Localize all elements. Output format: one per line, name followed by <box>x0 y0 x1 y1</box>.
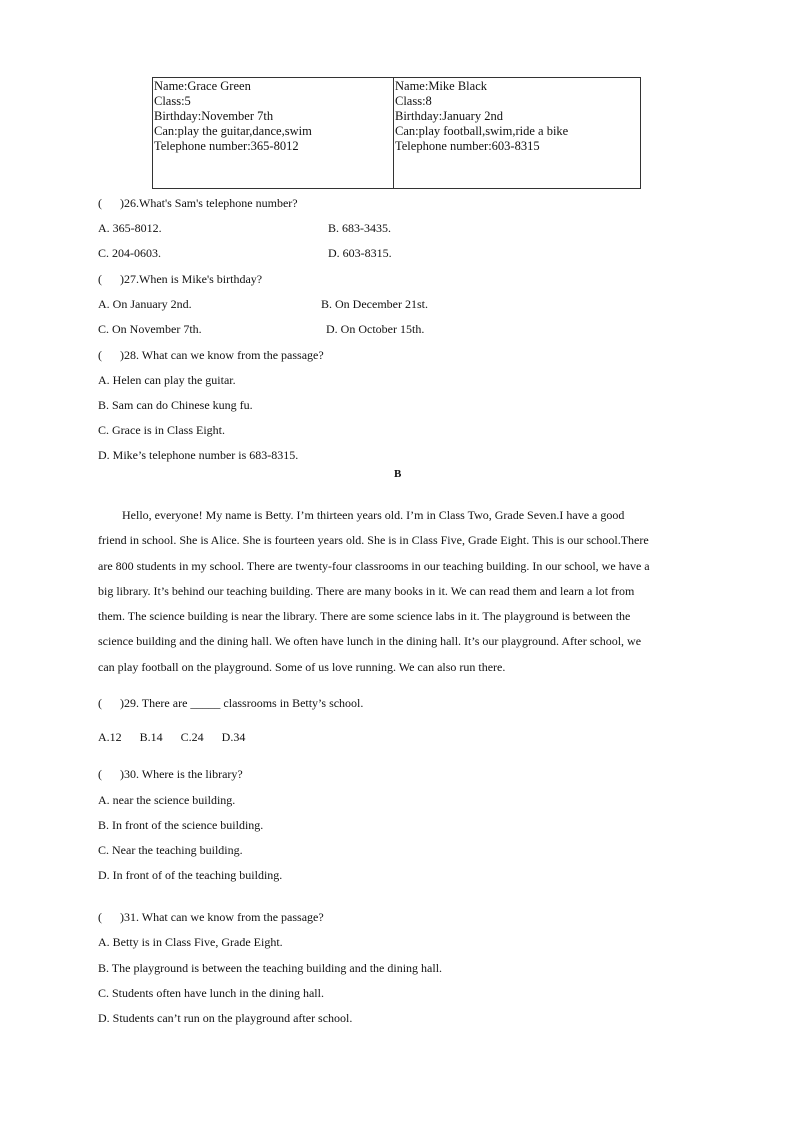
info-telephone: Telephone number:365-8012 <box>154 139 299 153</box>
question-29-options: A.12 B.14 C.24 D.34 <box>98 730 246 744</box>
question-27-option-d: D. On October 15th. <box>326 322 425 336</box>
question-31-option-b: B. The playground is between the teaching building and the dining hall. <box>98 961 443 975</box>
question-30-option-b: B. In front of the science building. <box>98 818 264 832</box>
student-info-table <box>152 77 641 189</box>
passage-line: big library. It’s behind our teaching building. There are many books in it. We can read them and learn a lot from <box>98 583 635 598</box>
passage-line <box>98 503 698 528</box>
info-card-grace <box>153 78 394 188</box>
info-class: Class:8 <box>395 94 432 108</box>
question-26-option-a: A. 365-8012. <box>98 221 162 235</box>
question-26-option-b: B. 683-3435. <box>328 221 391 235</box>
question-26-option-d: D. 603-8315. <box>328 246 392 260</box>
passage-line-text: Hello, everyone! My name is Betty. I’m thirteen years old. I’m in Class Two, Grade Seven.I have a good <box>122 508 625 522</box>
question-27-stem: ( )27.When is Mike's birthday? <box>98 272 263 286</box>
question-26-stem: ( )26.What's Sam's telephone number? <box>98 196 298 210</box>
question-31-option-c: C. Students often have lunch in the dining hall. <box>98 986 324 1000</box>
question-30-option-c: C. Near the teaching building. <box>98 843 243 857</box>
info-abilities: Can:play the guitar,dance,swim <box>154 124 312 138</box>
question-28-option-c: C. Grace is in Class Eight. <box>98 423 225 437</box>
info-telephone: Telephone number:603-8315 <box>395 139 540 153</box>
question-27-option-c: C. On November 7th. <box>98 322 202 336</box>
question-27-option-b: B. On December 21st. <box>321 297 428 311</box>
passage-line: friend in school. She is Alice. She is fourteen years old. She is in Class Five, Grade Eight. This is our school.There <box>98 533 649 548</box>
question-28-option-a: A. Helen can play the guitar. <box>98 373 236 387</box>
question-30-option-a: A. near the science building. <box>98 793 236 807</box>
question-28-option-d: D. Mike’s telephone number is 683-8315. <box>98 448 299 462</box>
question-30-stem: ( )30. Where is the library? <box>98 767 243 781</box>
passage-line: them. The science building is near the library. There are some science labs in it. The playground is between the <box>98 609 631 624</box>
question-29-stem: ( )29. There are _____ classrooms in Betty’s school. <box>98 696 364 710</box>
passage-line: can play football on the playground. Some of us love running. We can also run there. <box>98 659 506 674</box>
info-birthday: Birthday:January 2nd <box>395 109 503 123</box>
info-card-mike <box>394 78 640 188</box>
question-31-option-d: D. Students can’t run on the playground after school. <box>98 1011 353 1025</box>
info-class: Class:5 <box>154 94 191 108</box>
question-31-option-a: A. Betty is in Class Five, Grade Eight. <box>98 935 283 949</box>
info-name: Name:Grace Green <box>154 79 251 93</box>
question-27-option-a: A. On January 2nd. <box>98 297 192 311</box>
passage-line: are 800 students in my school. There are twenty-four classrooms in our teaching building. In our school, we have a <box>98 558 650 573</box>
info-birthday: Birthday:November 7th <box>154 109 274 123</box>
info-abilities: Can:play football,swim,ride a bike <box>395 124 569 138</box>
section-heading: B <box>394 468 402 480</box>
passage <box>98 503 698 680</box>
info-name: Name:Mike Black <box>395 79 487 93</box>
question-28-stem: ( )28. What can we know from the passage? <box>98 348 324 362</box>
question-28-option-b: B. Sam can do Chinese kung fu. <box>98 398 253 412</box>
passage-line: science building and the dining hall. We often have lunch in the dining hall. It’s our playground. After school, we <box>98 634 642 649</box>
question-26-option-c: C. 204-0603. <box>98 246 161 260</box>
question-30-option-d: D. In front of of the teaching building. <box>98 868 283 882</box>
question-31-stem: ( )31. What can we know from the passage? <box>98 910 324 924</box>
